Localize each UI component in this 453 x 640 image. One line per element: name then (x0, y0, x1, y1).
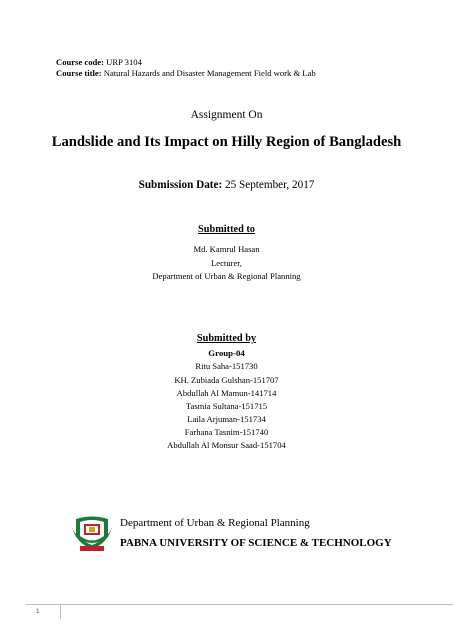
submitted-to-department: Department of Urban & Regional Planning (152, 271, 301, 281)
course-title: Course title: Natural Hazards and Disaster Management Field work & Lab (56, 68, 316, 78)
member-item: KH. Zubiada Gulshan-151707 (174, 375, 279, 385)
footer-department: Department of Urban & Regional Planning (120, 517, 310, 529)
submitted-to-position: Lecturer, (211, 258, 242, 268)
submitted-to-heading: Submitted to (198, 224, 255, 235)
university-crest-icon (70, 513, 114, 553)
member-item: Abdullah Al Monsur Saad-151704 (167, 440, 286, 450)
assignment-title: Landslide and Its Impact on Hilly Region of Bangladesh (51, 134, 402, 150)
member-item: Farhana Tasnim-151740 (184, 427, 269, 437)
course-info (56, 57, 316, 79)
member-item: Abdullah Al Mamun-141714 (176, 388, 277, 398)
assignment-on-label: Assignment On (190, 109, 263, 121)
submission-date: Submission Date: 25 September, 2017 (138, 179, 315, 191)
footer-rule (60, 604, 453, 605)
page-number-box (26, 604, 61, 619)
page-number: 1 (36, 608, 40, 615)
course-code: Course code: URP 3104 (56, 57, 142, 67)
submitted-by-heading: Submitted by (196, 333, 257, 344)
member-item: Tasmia Sultana-151715 (185, 401, 268, 411)
group-label: Group-04 (208, 348, 245, 358)
member-item: Laila Arjuman-151734 (187, 414, 266, 424)
member-item: Ritu Saha-151730 (195, 361, 258, 371)
submitted-to-name: Md. Kamrul Hasan (193, 244, 260, 254)
footer-university: PABNA UNIVERSITY OF SCIENCE & TECHNOLOGY (120, 537, 392, 549)
